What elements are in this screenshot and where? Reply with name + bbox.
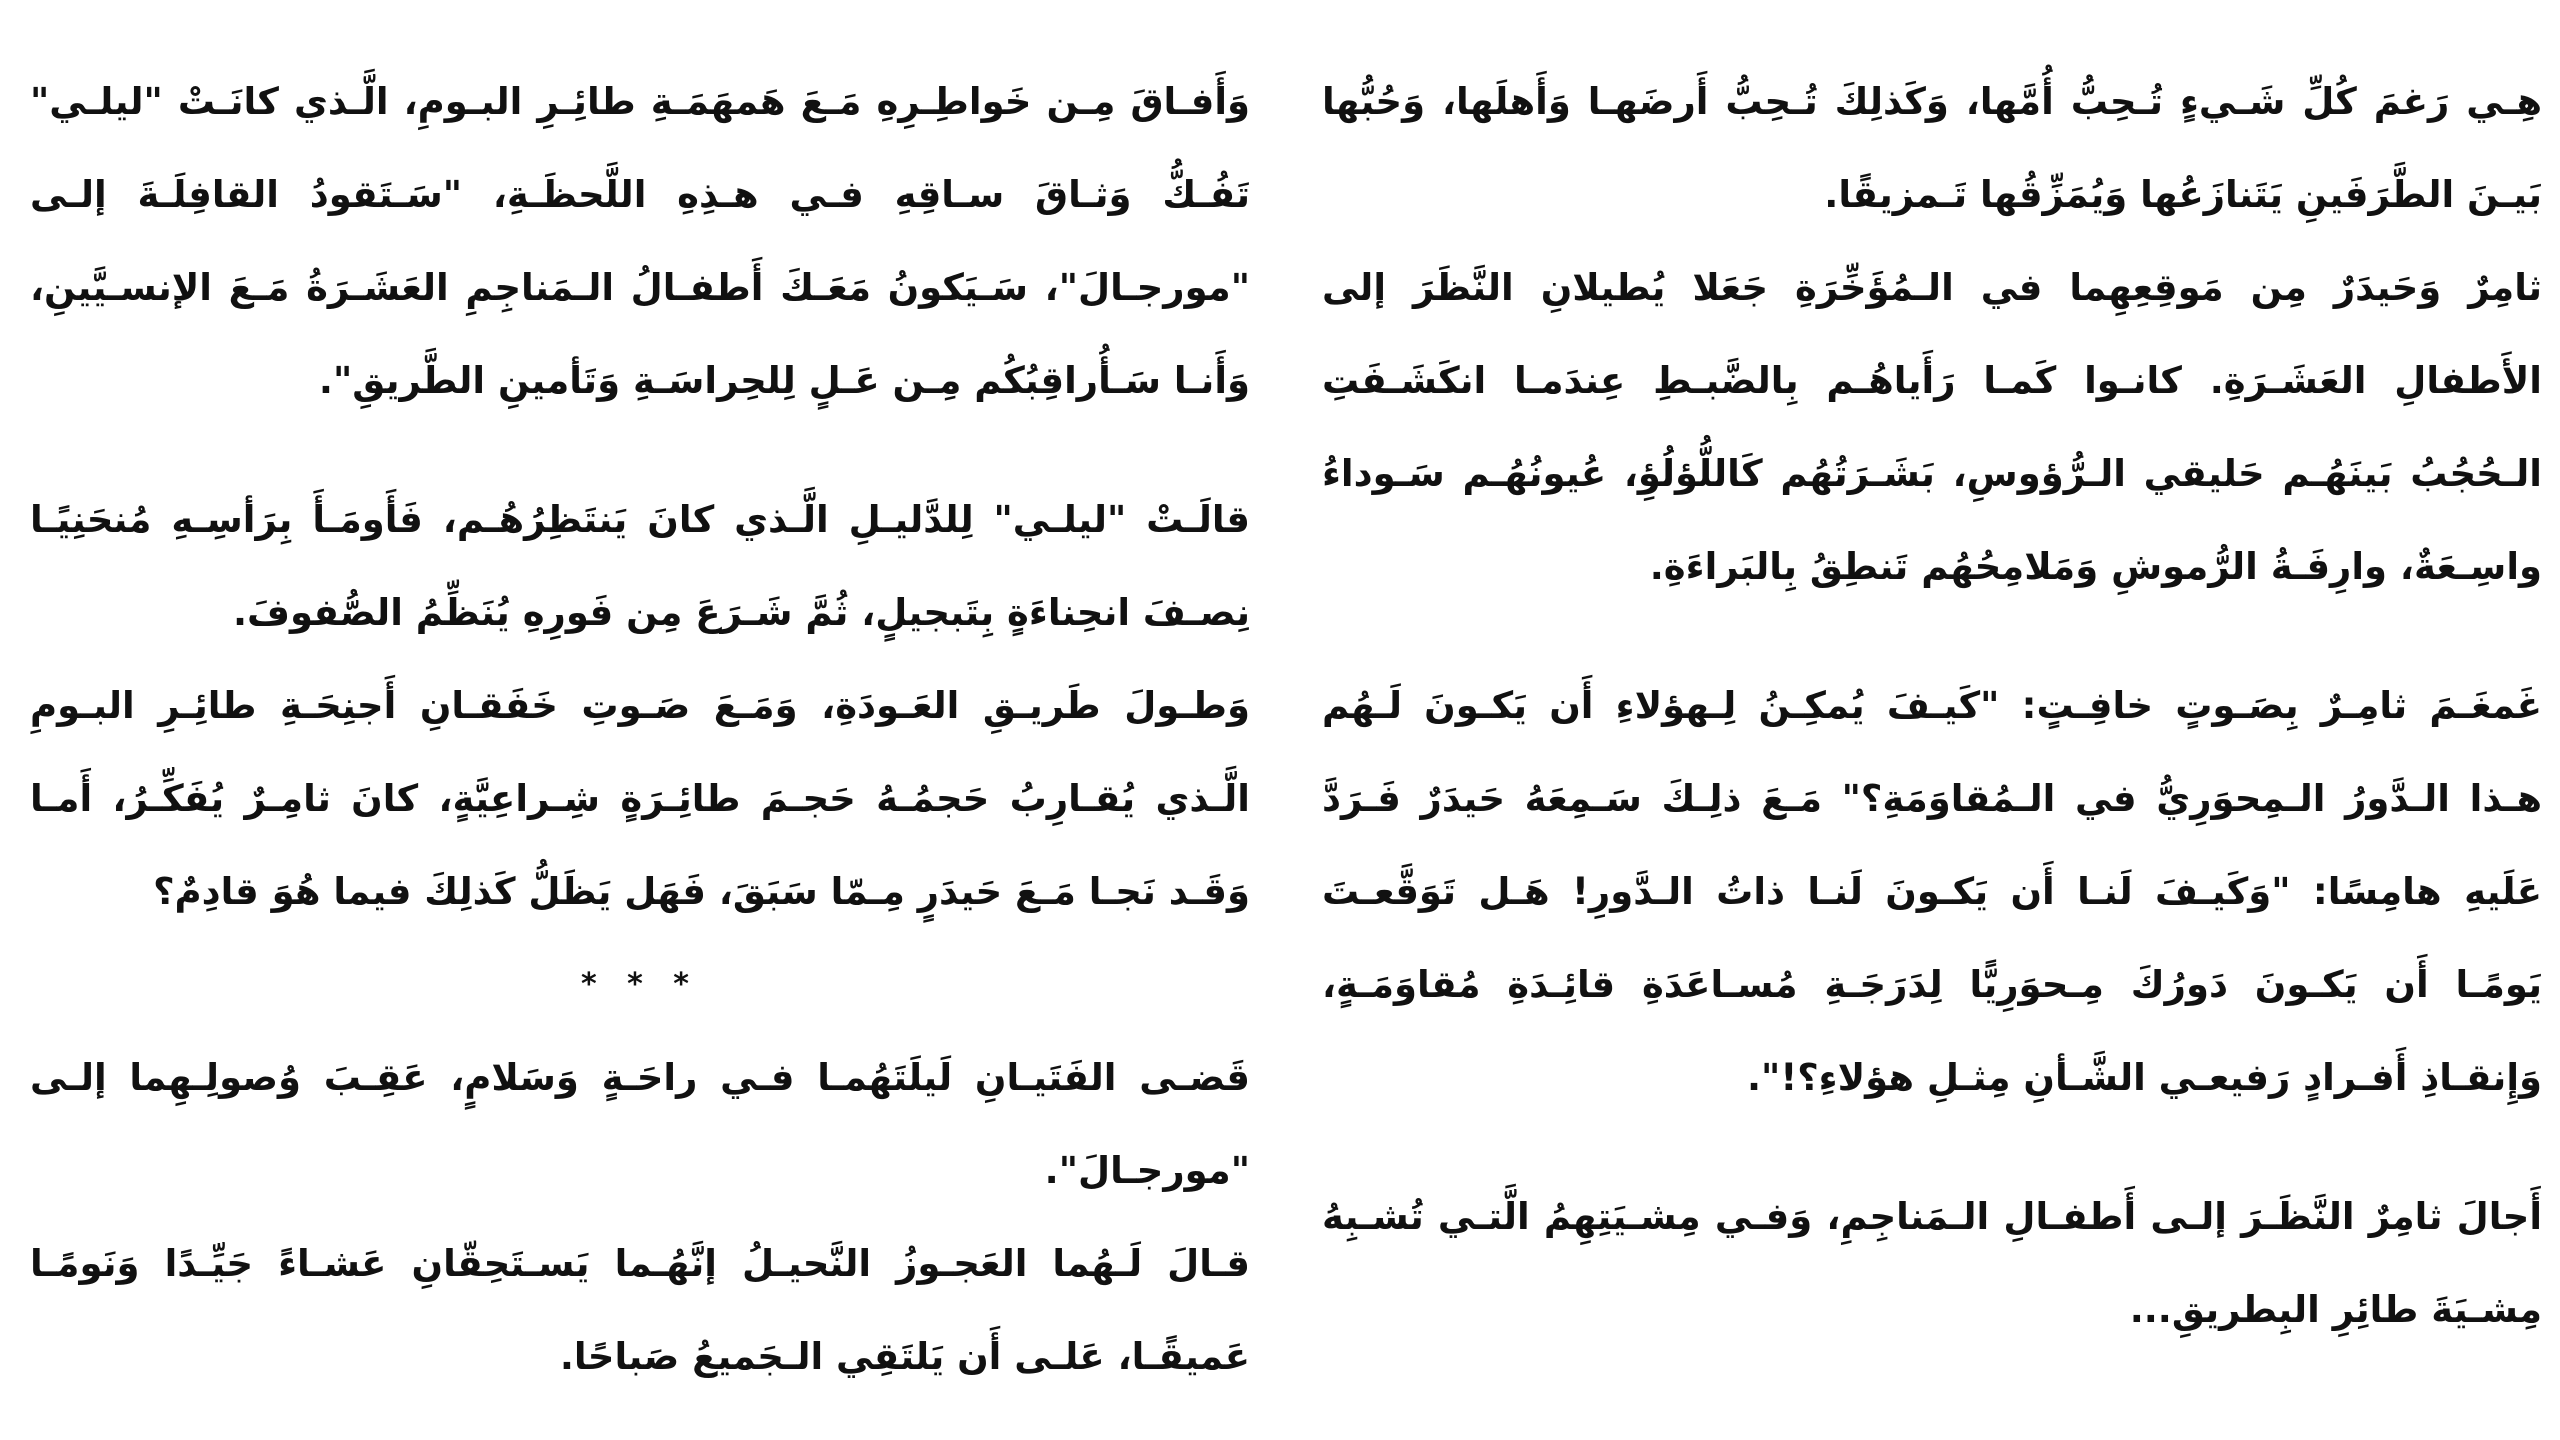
left-column (30, 55, 1250, 1403)
paragraph: قـالَ لَـهُما العَجـوزُ النَّحيـلُ إنَّهُـما يَسـتَحِقّانِ عَشـاءً جَيِّـدًا وَنَومًـا عَميقًـا، عَلـى أَن يَلتَقِي الـجَميعُ صَباحًا. (30, 1242, 1250, 1378)
paragraph: هِـي رَغمَ كُلِّ شَـيءٍ تُـحِبُّ أُمَّها، وَكَذلِكَ تُـحِبُّ أَرضَهـا وَأَهلَها، وَحُبُّها بَيـنَ الطَّرَفَينِ يَتَنازَعُها وَيُمَزِّقُها تَـمزيقًا. (1322, 80, 2542, 216)
paragraph-gap (30, 427, 1250, 473)
paragraph: ثامِرٌ وَحَيدَرٌ مِن مَوقِعِهِما في الـمُؤَخِّرَةِ جَعَلا يُطيلانِ النَّظَرَ إلى الأَطفالِ العَشَـرَةِ. كانـوا كَمـا رَأَياهُـم بِالضَّبـطِ عِندَمـا انكَشَـفَتِ الـحُجُبُ بَينَهُـم حَليقي الـرُّؤوسِ، بَشَـرَتُهُم كَاللُّؤلُؤِ، عُيونُهُـم سَـوداءُ واسِـعَةٌ، وارِفَـةُ الرُّموشِ وَمَلامِحُهُم تَنطِقُ بِالبَراءَةِ. (1322, 266, 2542, 588)
paragraph: غَمغَـمَ ثامِـرٌ بِصَـوتٍ خافِـتٍ: "كَيـفَ يُمكِـنُ لِـهؤلاءِ أَن يَكـونَ لَـهُم هـذا الـدَّورُ الـمِحوَرِيُّ في الـمُقاوَمَةِ؟" مَـعَ ذلِـكَ سَـمِعَهُ حَيدَرٌ فَـرَدَّ عَلَيهِ هامِسًا: "وَكَيـفَ لَنـا أَن يَكـونَ لَنـا ذاتُ الـدَّورِ! هَـل تَوَقَّعـتَ يَومًـا أَن يَكـونَ دَورُكَ مِـحوَرِيًّا لِدَرَجَـةِ مُسـاعَدَةِ قائِـدَةِ مُقاوَمَـةٍ، وَإِنقـاذِ أَفـرادٍ رَفيعـي الشَّـأنِ مِثـلِ هؤلاءِ؟!". (1322, 684, 2542, 1099)
paragraph: أَجالَ ثامِرٌ النَّظَـرَ إلـى أَطفـالِ الـمَناجِمِ، وَفـي مِشـيَتِهِمُ الَّتـي تُشـبِهُ مِشـيَةَ طائِرِ البِطريقِ... (1322, 1195, 2542, 1331)
paragraph-gap (1322, 1124, 2542, 1170)
paragraph: وَطـولَ طَريـقِ العَـودَةِ، وَمَـعَ صَـوتِ خَفَقـانِ أَجنِحَـةِ طائِـرِ البـومِ الَّـذي يُقـارِبُ حَجمُـهُ حَجـمَ طائِـرَةٍ شِـراعِيَّةٍ، كانَ ثامِـرٌ يُفَكِّـرُ، أَمـا وَقَـد نَجـا مَـعَ حَيدَرٍ مِـمّا سَبَقَ، فَهَل يَظَلُّ كَذلِكَ فيما هُوَ قادِمٌ؟ (30, 684, 1250, 913)
paragraph: وَأَفـاقَ مِـن خَواطِـرِهِ مَـعَ هَمهَمَـةِ طائِـرِ البـومِ، الَّـذي كانَـتْ "ليلـي" تَفُـكُّ وَثـاقَ سـاقِهِ فـي هـذِهِ اللَّحظَـةِ، "سَـتَقودُ القافِلَـةَ إلـى "مورجـالَ"، سَـيَكونُ مَعَـكَ أَطفـالُ الـمَناجِمِ العَشَـرَةُ مَـعَ الإنسـيَّينِ، وَأَنـا سَـأُراقِبُكُم مِـن عَـلٍ لِلحِراسَـةِ وَتَأمينِ الطَّريقِ". (30, 80, 1250, 402)
paragraph-gap (1322, 613, 2542, 659)
scene-break: * * * (581, 967, 699, 1002)
paragraph: قالَـتْ "ليلـي" لِلدَّليـلِ الَّـذي كانَ يَنتَظِرُهُـم، فَأَومَـأَ بِرَأسِـهِ مُنحَنِيًـا نِصـفَ انحِناءَةٍ بِتَبجيلٍ، ثُمَّ شَـرَعَ مِن فَورِهِ يُنَظِّمُ الصُّفوفَ. (30, 498, 1250, 634)
paragraph: قَضـى الفَتَيـانِ لَيلَتَهُمـا فـي راحَـةٍ وَسَلامٍ، عَقِـبَ وُصولِـهِما إلـى "مورجـالَ". (30, 1056, 1250, 1192)
right-column (1322, 55, 2542, 1356)
